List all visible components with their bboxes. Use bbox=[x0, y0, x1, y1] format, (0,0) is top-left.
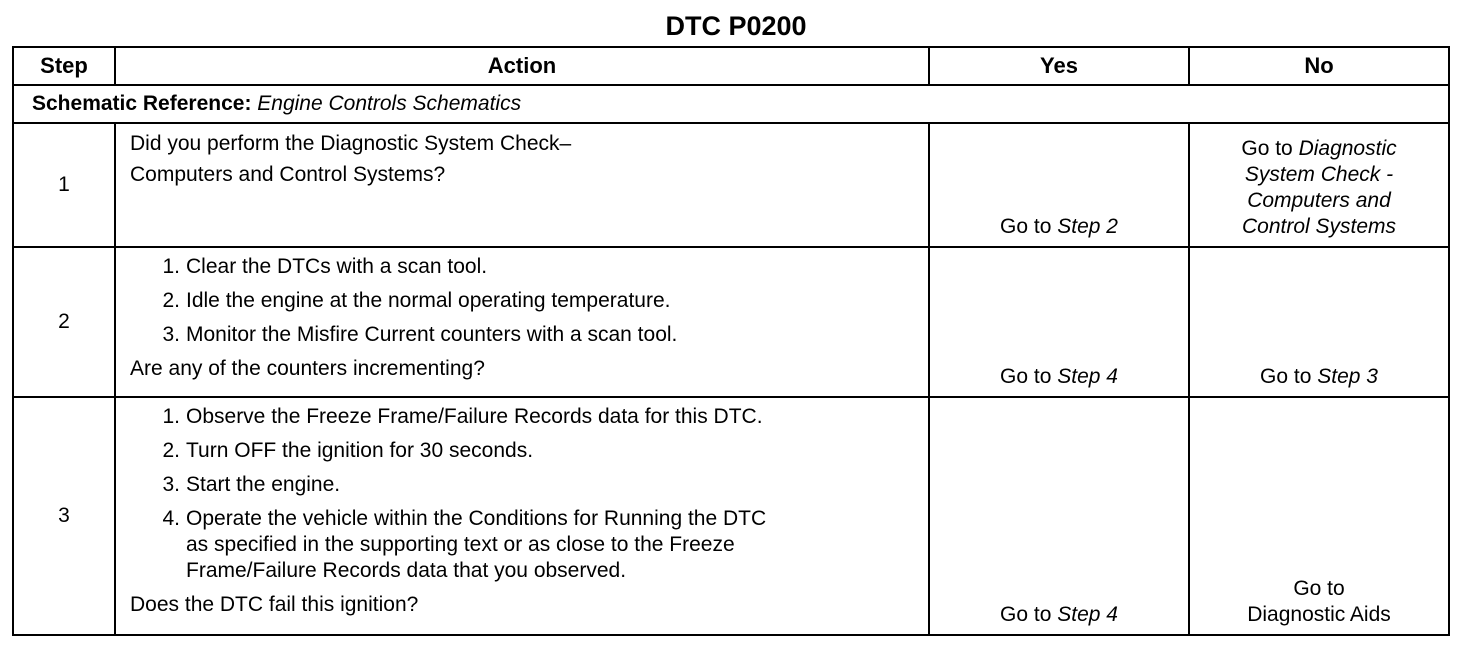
schematic-reference-cell bbox=[13, 85, 1449, 123]
step-number: 3 bbox=[13, 397, 115, 635]
header-action: Action bbox=[115, 47, 929, 85]
no-cell bbox=[1189, 247, 1449, 397]
list-item: 3. Start the engine. bbox=[162, 473, 341, 496]
no-step-link[interactable]: Step 3 bbox=[1317, 365, 1378, 388]
no-cell bbox=[1189, 397, 1449, 635]
header-row bbox=[13, 47, 1449, 85]
action-cell bbox=[115, 247, 929, 397]
header-step: Step bbox=[13, 47, 115, 85]
yes-prefix: Go to bbox=[1000, 603, 1058, 626]
yes-cell bbox=[929, 123, 1189, 247]
list-item: 2. Idle the engine at the normal operating temperature. bbox=[162, 289, 671, 312]
action-cell bbox=[115, 397, 929, 635]
header-yes: Yes bbox=[929, 47, 1189, 85]
diagnostic-aids-link[interactable]: Diagnostic Aids bbox=[1247, 603, 1391, 626]
list-item: 1. Clear the DTCs with a scan tool. bbox=[162, 255, 488, 278]
action-cell bbox=[115, 123, 929, 247]
step-number: 1 bbox=[13, 123, 115, 247]
no-link[interactable]: Computers and bbox=[1247, 189, 1391, 212]
yes-step-link[interactable]: Step 2 bbox=[1057, 215, 1118, 238]
no-link[interactable]: Diagnostic bbox=[1298, 137, 1397, 160]
action-question bbox=[130, 124, 918, 190]
no-link[interactable]: Control Systems bbox=[1241, 215, 1397, 238]
no-prefix: Go to bbox=[1260, 365, 1318, 388]
table-row bbox=[13, 123, 1449, 247]
action-question: Are any of the counters incrementing? bbox=[130, 357, 485, 380]
schematic-reference-row bbox=[13, 85, 1449, 123]
header-no: No bbox=[1189, 47, 1449, 85]
no-link[interactable]: System Check - bbox=[1244, 163, 1394, 186]
step-number: 2 bbox=[13, 247, 115, 397]
list-item: 2. Turn OFF the ignition for 30 seconds. bbox=[162, 439, 534, 462]
question-line: Computers and Control Systems? bbox=[130, 163, 446, 186]
yes-prefix: Go to bbox=[1000, 215, 1058, 238]
action-list bbox=[130, 248, 918, 348]
table-row bbox=[13, 397, 1449, 635]
action-list bbox=[130, 398, 918, 584]
yes-step-link[interactable]: Step 4 bbox=[1057, 365, 1118, 388]
document-title: DTC P0200 bbox=[665, 11, 807, 41]
diagnostic-table bbox=[12, 46, 1450, 636]
list-item: 3. Monitor the Misfire Current counters with a scan tool. bbox=[162, 323, 678, 346]
list-item: 1. Observe the Freeze Frame/Failure Records data for this DTC. bbox=[162, 405, 763, 428]
schematic-reference-link[interactable]: Engine Controls Schematics bbox=[257, 92, 522, 115]
schematic-reference-label: Schematic Reference: bbox=[32, 92, 252, 115]
yes-step-link[interactable]: Step 4 bbox=[1057, 603, 1118, 626]
table-row bbox=[13, 247, 1449, 397]
question-line: Did you perform the Diagnostic System Check– bbox=[130, 132, 572, 155]
action-question: Does the DTC fail this ignition? bbox=[130, 593, 419, 616]
yes-cell bbox=[929, 397, 1189, 635]
no-prefix: Go to bbox=[1293, 577, 1345, 600]
yes-cell bbox=[929, 247, 1189, 397]
no-cell bbox=[1189, 123, 1449, 247]
list-item: 4. Operate the vehicle within the Conditions for Running the DTC as specified in the supporting text or as close to the Freeze Frame/Failure Records data that you observed. bbox=[162, 507, 767, 582]
yes-prefix: Go to bbox=[1000, 365, 1058, 388]
no-prefix: Go to bbox=[1241, 137, 1299, 160]
